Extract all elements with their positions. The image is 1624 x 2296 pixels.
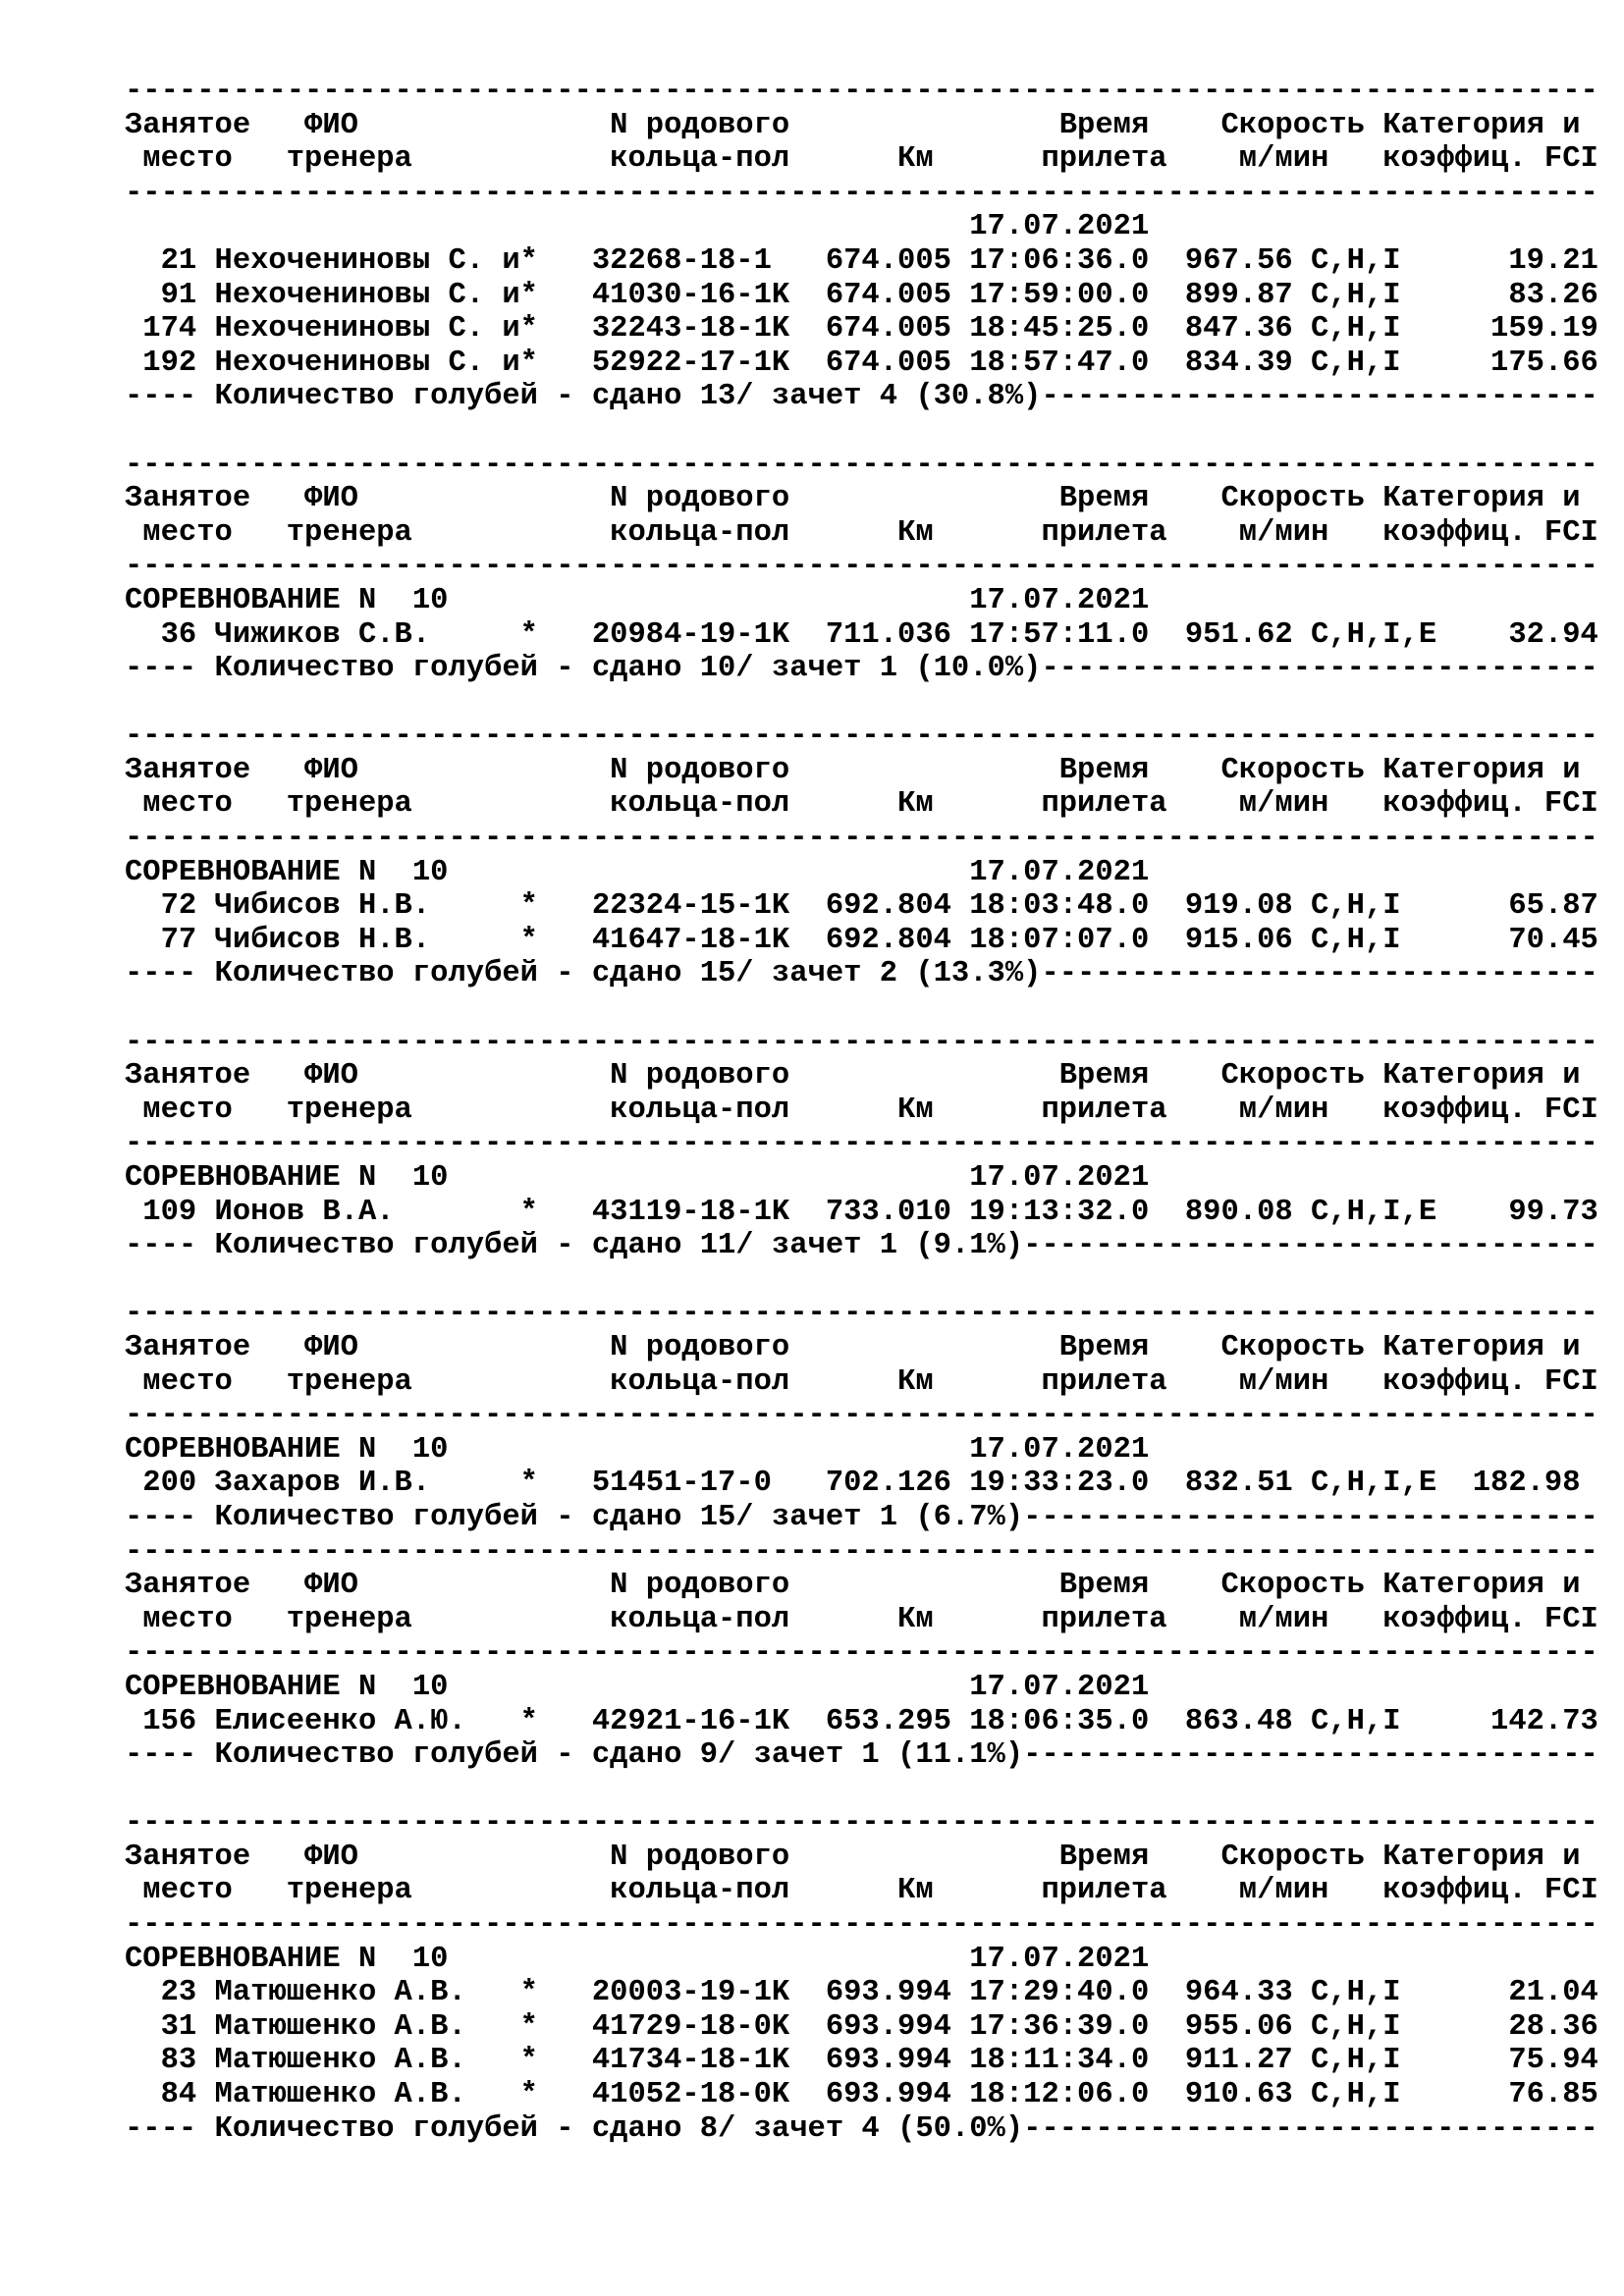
report-line: 17.07.2021 <box>125 210 1150 244</box>
report-line: 200 Захаров И.В. * 51451-17-0 702.126 19:33:23.0 832.51 C,H,I,E 182.98 <box>125 1467 1581 1501</box>
report-line: ---------------------------------------------------------------------------------- <box>125 1399 1598 1433</box>
report-line: Занятое ФИО N родового Время Скорость Категория и <box>125 1569 1581 1603</box>
report-line <box>125 991 1598 1026</box>
report-line: ---- Количество голубей - сдано 11/ зачет 1 (9.1%)-------------------------------- <box>125 1229 1598 1263</box>
report-line: СОРЕВНОВАНИЕ N 10 17.07.2021 <box>125 583 1150 617</box>
report-line: ---------------------------------------------------------------------------------- <box>125 720 1598 754</box>
report-line: Занятое ФИО N родового Время Скорость Категория и <box>125 1330 1581 1364</box>
report-line <box>125 1263 1598 1298</box>
report-line: ---- Количество голубей - сдано 8/ зачет 4 (50.0%)-------------------------------- <box>125 2111 1598 2146</box>
report-line: 91 Нехочениновы С. и* 41030-16-1K 674.005 17:59:00.0 899.87 C,H,I 83.26 <box>125 278 1598 312</box>
report-line <box>125 1773 1598 1807</box>
report-line: СОРЕВНОВАНИЕ N 10 17.07.2021 <box>125 1942 1150 1976</box>
report-line: место тренера кольца-пол Км прилета м/мин коэффиц. FCI <box>125 787 1598 822</box>
report-line: ---- Количество голубей - сдано 15/ зачет 1 (6.7%)-------------------------------- <box>125 1500 1598 1534</box>
report-line: ---- Количество голубей - сдано 9/ зачет 1 (11.1%)-------------------------------- <box>125 1738 1598 1773</box>
report-line: ---------------------------------------------------------------------------------- <box>125 1025 1598 1059</box>
report-line: место тренера кольца-пол Км прилета м/мин коэффиц. FCI <box>125 142 1598 177</box>
report-line: Занятое ФИО N родового Время Скорость Категория и <box>125 108 1581 142</box>
report-line: ---------------------------------------------------------------------------------- <box>125 75 1598 108</box>
report-line: ---------------------------------------------------------------------------------- <box>125 822 1598 856</box>
report-line: ---------------------------------------------------------------------------------- <box>125 1127 1598 1161</box>
report-line: ---------------------------------------------------------------------------------- <box>125 1636 1598 1671</box>
report-line: 77 Чибисов Н.В. * 41647-18-1K 692.804 18:07:07.0 915.06 C,H,I 70.45 <box>125 923 1598 957</box>
report-line: ---------------------------------------------------------------------------------- <box>125 1806 1598 1841</box>
report-line: 192 Нехочениновы С. и* 52922-17-1K 674.005 18:57:47.0 834.39 C,H,I 175.66 <box>125 346 1598 380</box>
report-line: ---------------------------------------------------------------------------------- <box>125 1534 1598 1569</box>
report-line: СОРЕВНОВАНИЕ N 10 17.07.2021 <box>125 1670 1150 1704</box>
report-line: ---------------------------------------------------------------------------------- <box>125 176 1598 210</box>
report-line: 174 Нехочениновы С. и* 32243-18-1K 674.005 18:45:25.0 847.36 C,H,I 159.19 <box>125 312 1598 347</box>
report-line: ---- Количество голубей - сдано 13/ зачет 4 (30.8%)------------------------------- <box>125 380 1598 414</box>
report-line: Занятое ФИО N родового Время Скорость Категория и <box>125 753 1581 787</box>
report-line: место тренера кольца-пол Км прилета м/мин коэффиц. FCI <box>125 515 1598 550</box>
report-line: ---- Количество голубей - сдано 15/ зачет 2 (13.3%)------------------------------- <box>125 957 1598 991</box>
report-line: 72 Чибисов Н.В. * 22324-15-1K 692.804 18:03:48.0 919.08 C,H,I 65.87 <box>125 889 1598 924</box>
report-line: ---------------------------------------------------------------------------------- <box>125 1908 1598 1943</box>
report-line: ---- Количество голубей - сдано 10/ зачет 1 (10.0%)------------------------------- <box>125 652 1598 686</box>
report-line: СОРЕВНОВАНИЕ N 10 17.07.2021 <box>125 1161 1150 1195</box>
report-line: 31 Матюшенко А.В. * 41729-18-0K 693.994 17:36:39.0 955.06 C,H,I 28.36 <box>125 2009 1598 2044</box>
race-results-report <box>125 75 1598 2146</box>
report-line <box>125 686 1598 721</box>
report-line: ---------------------------------------------------------------------------------- <box>125 1297 1598 1331</box>
report-line: ---------------------------------------------------------------------------------- <box>125 550 1598 584</box>
report-line: место тренера кольца-пол Км прилета м/мин коэффиц. FCI <box>125 1093 1598 1127</box>
report-line: место тренера кольца-пол Км прилета м/мин коэффиц. FCI <box>125 1364 1598 1399</box>
report-line: 36 Чижиков С.В. * 20984-19-1K 711.036 17:57:11.0 951.62 C,H,I,E 32.94 <box>125 617 1598 652</box>
report-line: Занятое ФИО N родового Время Скорость Категория и <box>125 482 1581 516</box>
report-line: СОРЕВНОВАНИЕ N 10 17.07.2021 <box>125 855 1150 889</box>
report-line <box>125 414 1598 449</box>
report-line: 109 Ионов В.А. * 43119-18-1K 733.010 19:13:32.0 890.08 C,H,I,E 99.73 <box>125 1195 1598 1229</box>
report-line: 23 Матюшенко А.В. * 20003-19-1K 693.994 17:29:40.0 964.33 C,H,I 21.04 <box>125 1976 1598 2010</box>
report-line: СОРЕВНОВАНИЕ N 10 17.07.2021 <box>125 1432 1150 1467</box>
report-line: Занятое ФИО N родового Время Скорость Категория и <box>125 1840 1581 1874</box>
report-line: 83 Матюшенко А.В. * 41734-18-1K 693.994 18:11:34.0 911.27 C,H,I 75.94 <box>125 2044 1598 2078</box>
report-line: 156 Елисеенко А.Ю. * 42921-16-1K 653.295 18:06:35.0 863.48 C,H,I 142.73 <box>125 1704 1598 1738</box>
report-line: 21 Нехочениновы С. и* 32268-18-1 674.005 17:06:36.0 967.56 C,H,I 19.21 <box>125 243 1598 278</box>
report-line: Занятое ФИО N родового Время Скорость Категория и <box>125 1059 1581 1094</box>
report-line: место тренера кольца-пол Км прилета м/мин коэффиц. FCI <box>125 1602 1598 1636</box>
report-line: 84 Матюшенко А.В. * 41052-18-0K 693.994 18:12:06.0 910.63 C,H,I 76.85 <box>125 2078 1598 2112</box>
report-line: место тренера кольца-пол Км прилета м/мин коэффиц. FCI <box>125 1874 1598 1908</box>
report-line: ---------------------------------------------------------------------------------- <box>125 448 1598 482</box>
